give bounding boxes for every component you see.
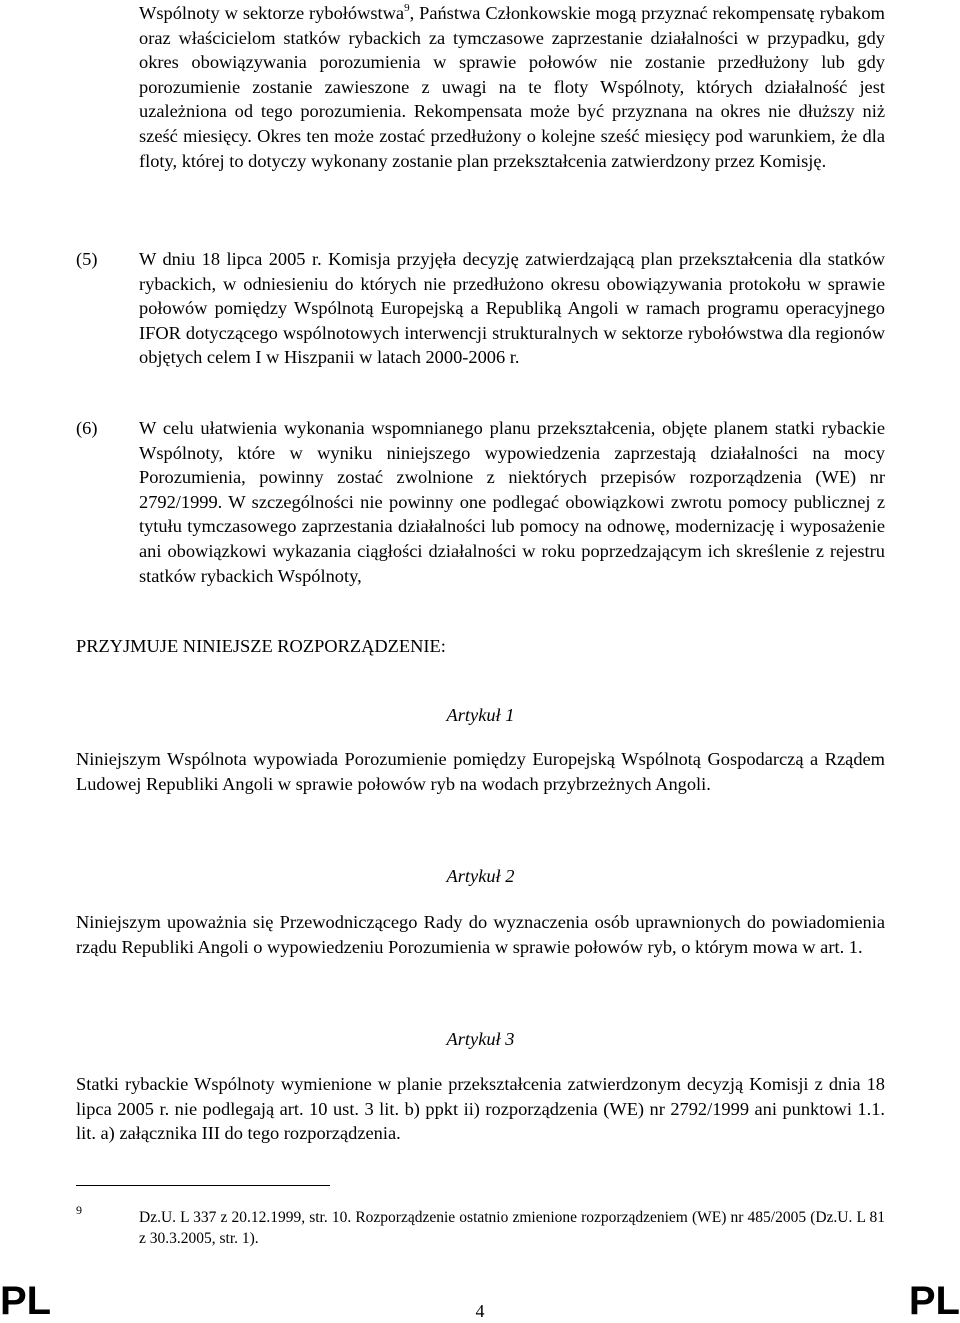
language-code-left: PL — [0, 1279, 52, 1323]
recital-5-number: (5) — [76, 249, 98, 269]
continuation-rest: , Państwa Członkowskie mogą przyznać rekompensatę rybakom oraz właścicielom statków rybackich za tymczasowe zaprzestanie działalności w przypadku, gdy okres obowiązywania porozumienia w sprawie połowów nie zostanie przedłużony lub gdy porozumienie zostanie zawieszone z uwagi na te floty Wspólnoty, których działalność jest uzależniona od tego porozumienia. Rekompensata może być przyznana na okres nie dłuższy niż sześć miesięcy. Okres ten może zostać przedłużony o kolejne sześć miesięcy pod warunkiem, że dla floty, której to dotyczy wykonany zostanie plan przekształcenia zatwierdzony przez Komisję. — [139, 3, 885, 171]
article-3-text: Statki rybackie Wspólnoty wymienione w planie przekształcenia zatwierdzonym decyzją Komisji z dnia 18 lipca 2005 r. nie podlegają art. 10 ust. 3 lit. b) ppkt ii) rozporządzenia (WE) nr 2792/1999 ani punktowi 1.1. lit. a) załącznika III do tego rozporządzenia. — [76, 1074, 885, 1144]
article-1-text: Niniejszym Wspólnota wypowiada Porozumienie pomiędzy Europejską Wspólnotą Gospodarczą a Rządem Ludowej Republiki Angoli w sprawie połowów ryb na wodach przybrzeżnych Angoli. — [76, 749, 885, 794]
footnote-text: Dz.U. L 337 z 20.12.1999, str. 10. Rozporządzenie ostatnio zmienione rozporządzeniem (WE) nr 485/2005 (Dz.U. L 81 z 30.3.2005, str. 1). — [139, 1209, 885, 1247]
language-code-right: PL — [908, 1279, 960, 1323]
article-2-heading: Artykuł 2 — [446, 866, 515, 886]
recital-6-text: W celu ułatwienia wykonania wspomnianego planu przekształcenia, objęte planem statki rybackie Wspólnoty, które w wyniku niniejszego wypowiedzenia zaprzestają działalności na mocy Porozumienia, powinny zostać zwolnione z niektórych przepisów rozporządzenia (WE) nr 2792/1999. W szczególności nie powinny one podlegać obowiązkowi zwrotu pomocy publicznej z tytułu tymczasowego zaprzestania działalności lub pomocy na odnowę, modernizację i wyposażenie ani obowiązkowi wykazania ciągłości działalności w roku poprzedzającym ich skreślenie z rejestru statków rybackich Wspólnoty, — [139, 418, 885, 586]
decree-statement: PRZYJMUJE NINIEJSZE ROZPORZĄDZENIE: — [76, 636, 446, 656]
footnote-separator — [76, 1185, 330, 1186]
article-3-heading: Artykuł 3 — [446, 1029, 515, 1049]
footnote-mark: 9 — [76, 1203, 82, 1217]
continuation-start: Wspólnoty w sektorze rybołówstwa — [139, 3, 405, 23]
page-number: 4 — [475, 1301, 485, 1321]
recital-5-text: W dniu 18 lipca 2005 r. Komisja przyjęła decyzję zatwierdzającą plan przekształcenia dla statków rybackich, w odniesieniu do których nie przedłużono okresu obowiązywania protokołu w sprawie połowów pomiędzy Wspólnotą Europejską a Republiką Angoli w ramach programu operacyjnego IFOR dotyczącego wspólnotowych interwencji strukturalnych w sektorze rybołówstwa dla regionów objętych celem I w Hiszpanii w latach 2000-2006 r. — [139, 249, 885, 368]
footnote-reference[interactable]: 9 — [404, 1, 410, 14]
article-2-text: Niniejszym upoważnia się Przewodniczącego Rady do wyznaczenia osób uprawnionych do powiadomienia rządu Republiki Angoli o wypowiedzeniu Porozumienia w sprawie połowów ryb, o którym mowa w art. 1. — [76, 912, 885, 957]
recital-6-number: (6) — [76, 418, 98, 438]
continuation-paragraph — [139, 1, 885, 173]
article-1-heading: Artykuł 1 — [446, 705, 515, 725]
